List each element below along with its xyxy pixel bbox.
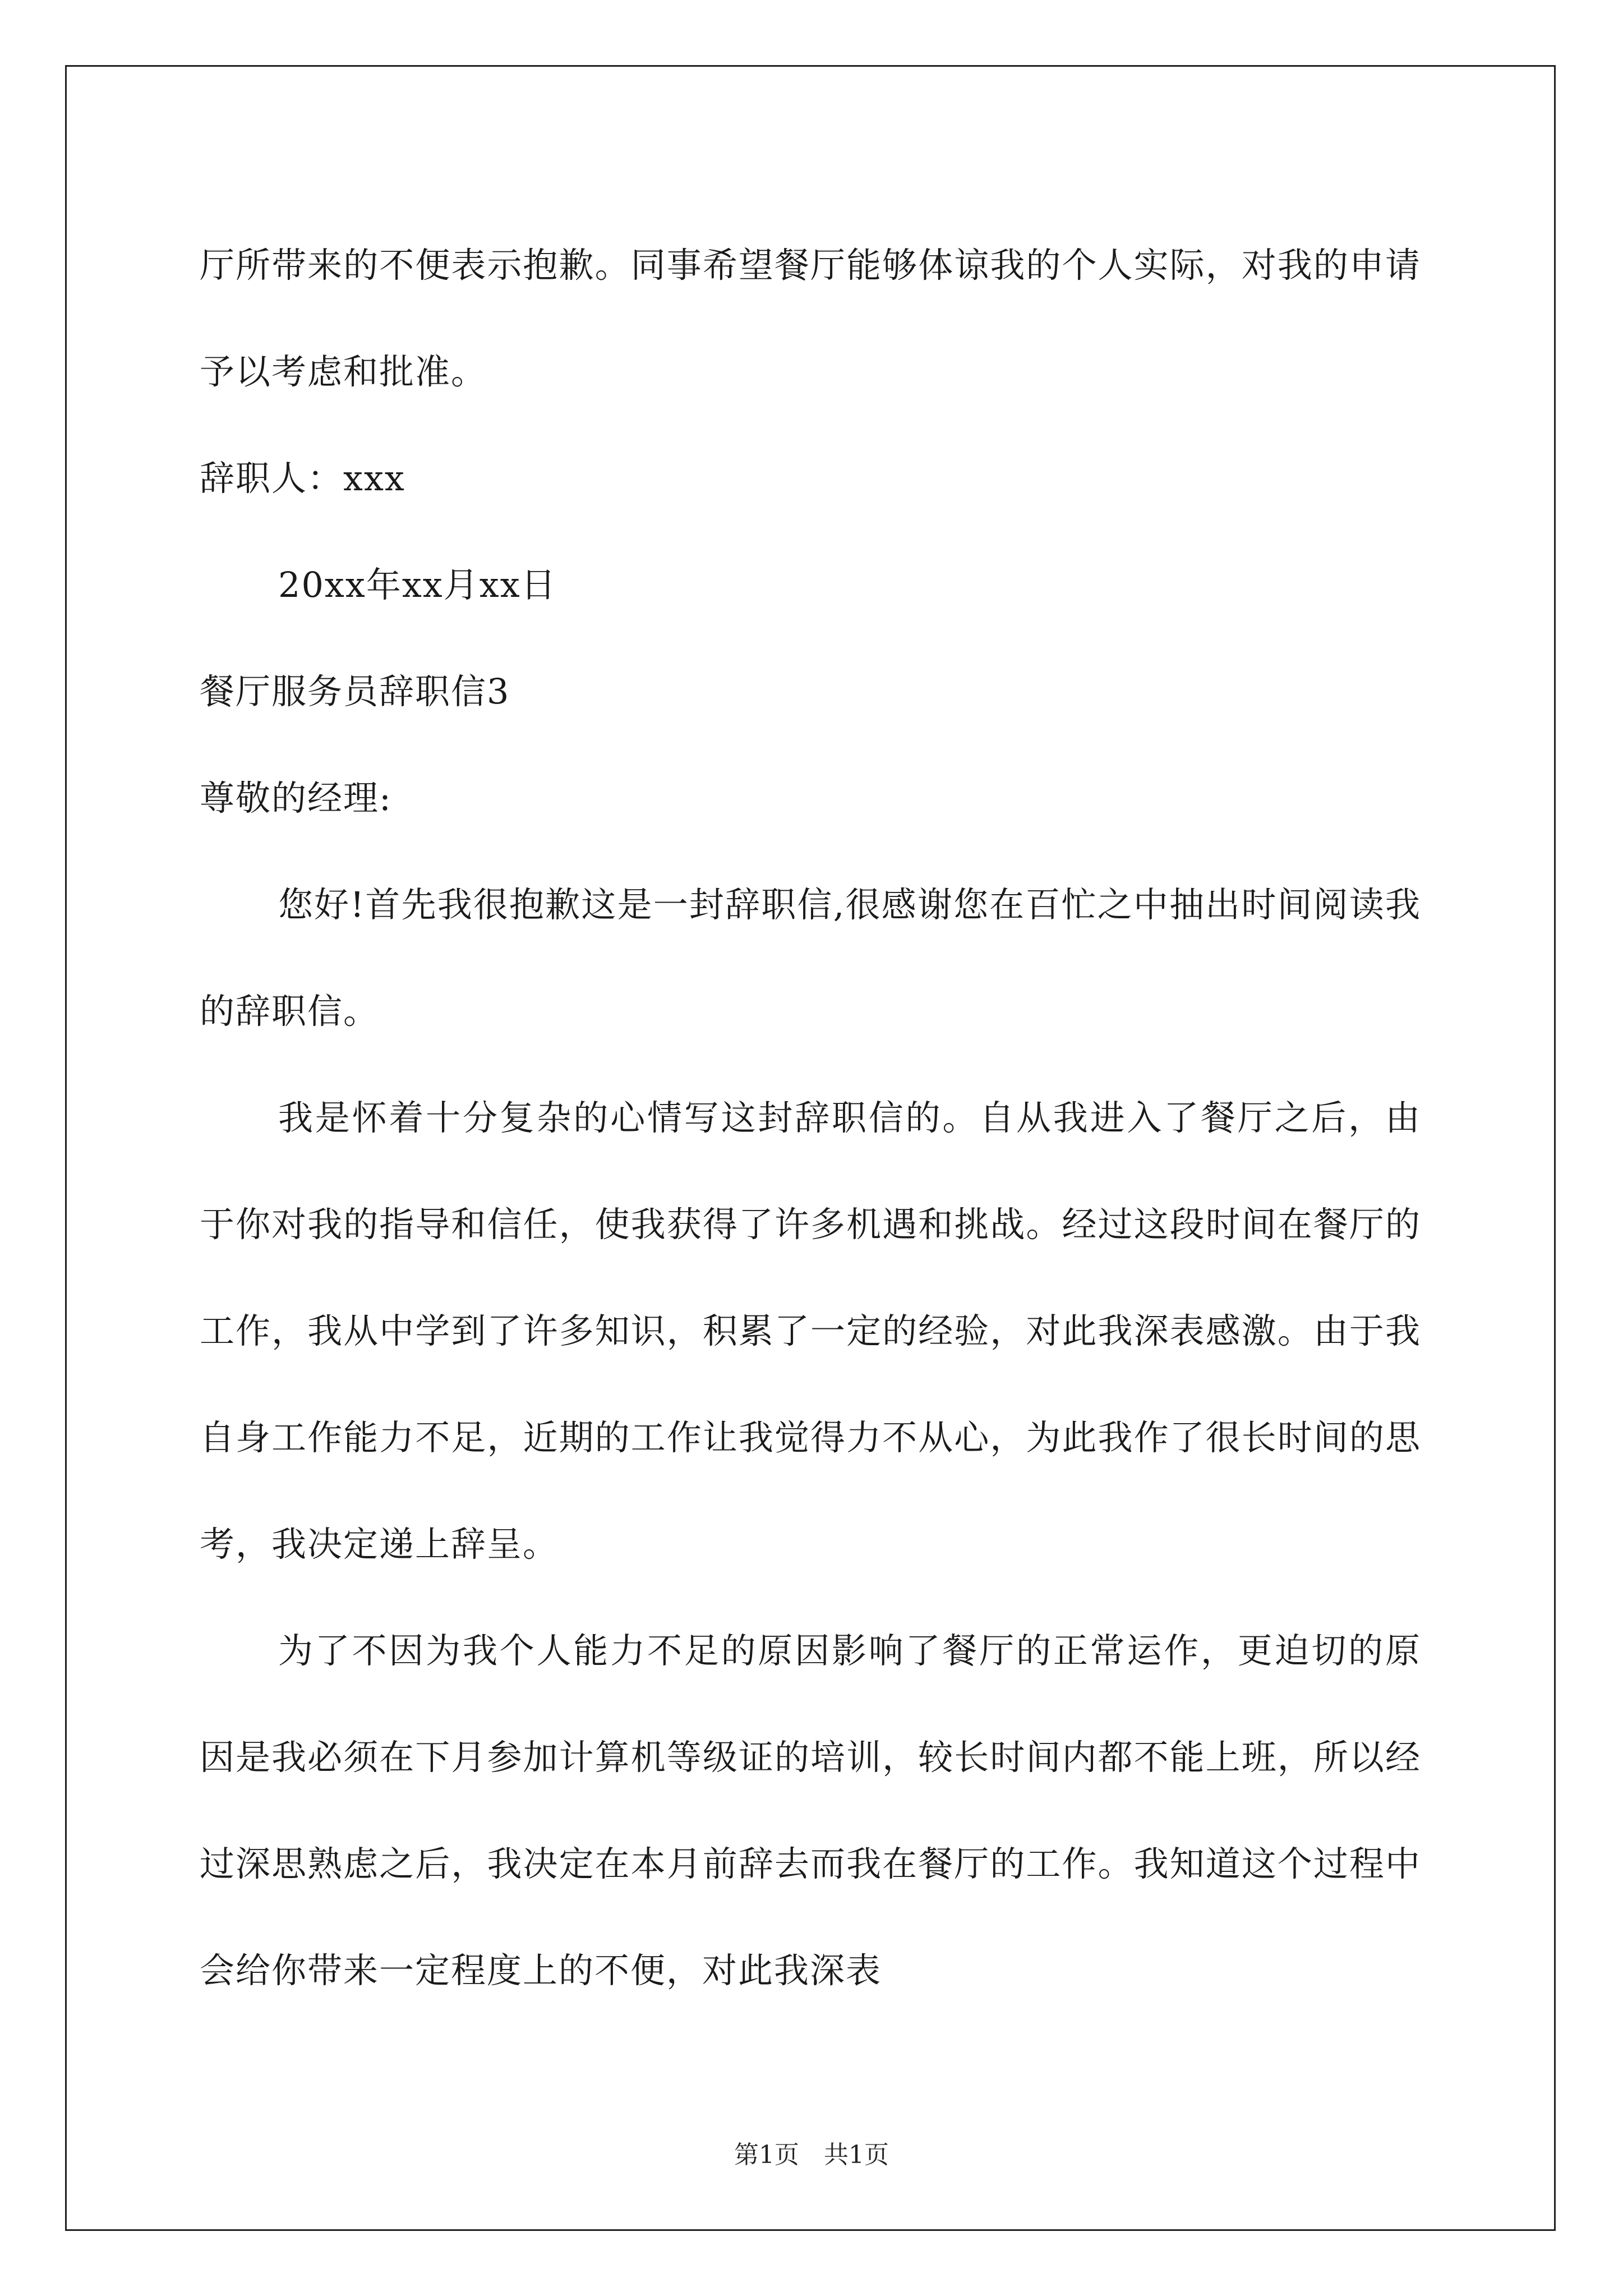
paragraph-apology-continuation: 厅所带来的不便表示抱歉。同事希望餐厅能够体谅我的个人实际，对我的申请予以考虑和批准。	[200, 245, 1421, 392]
signature-line: 辞职人：xxx	[200, 458, 405, 499]
salutation: 尊敬的经理:	[200, 777, 392, 818]
paragraph-greeting: 您好!首先我很抱歉这是一封辞职信,很感谢您在百忙之中抽出时间阅读我的辞职信。	[200, 884, 1421, 1032]
document-body	[200, 212, 1421, 2024]
page-number-footer: 第1页 共1页	[734, 2141, 889, 2169]
paragraph-reason: 我是怀着十分复杂的心情写这封辞职信的。自从我进入了餐厅之后，由于你对我的指导和信任，使我获得了许多机遇和挑战。经过这段时间在餐厅的工作，我从中学到了许多知识，积累了一定的经验，对此我深表感激。由于我自身工作能力不足，近期的工作让我觉得力不从心，为此我作了很长时间的思考，我决定递上辞呈。	[200, 1097, 1421, 1565]
date-line: 20xx年xx月xx日	[278, 564, 557, 605]
letter-title: 餐厅服务员辞职信3	[200, 671, 510, 712]
paragraph-decision: 为了不因为我个人能力不足的原因影响了餐厅的正常运作，更迫切的原因是我必须在下月参加计算机等级证的培训，较长时间内都不能上班，所以经过深思熟虑之后，我决定在本月前辞去而我在餐厅的工作。我知道这个过程中会给你带来一定程度上的不便，对此我深表	[200, 1630, 1421, 1991]
